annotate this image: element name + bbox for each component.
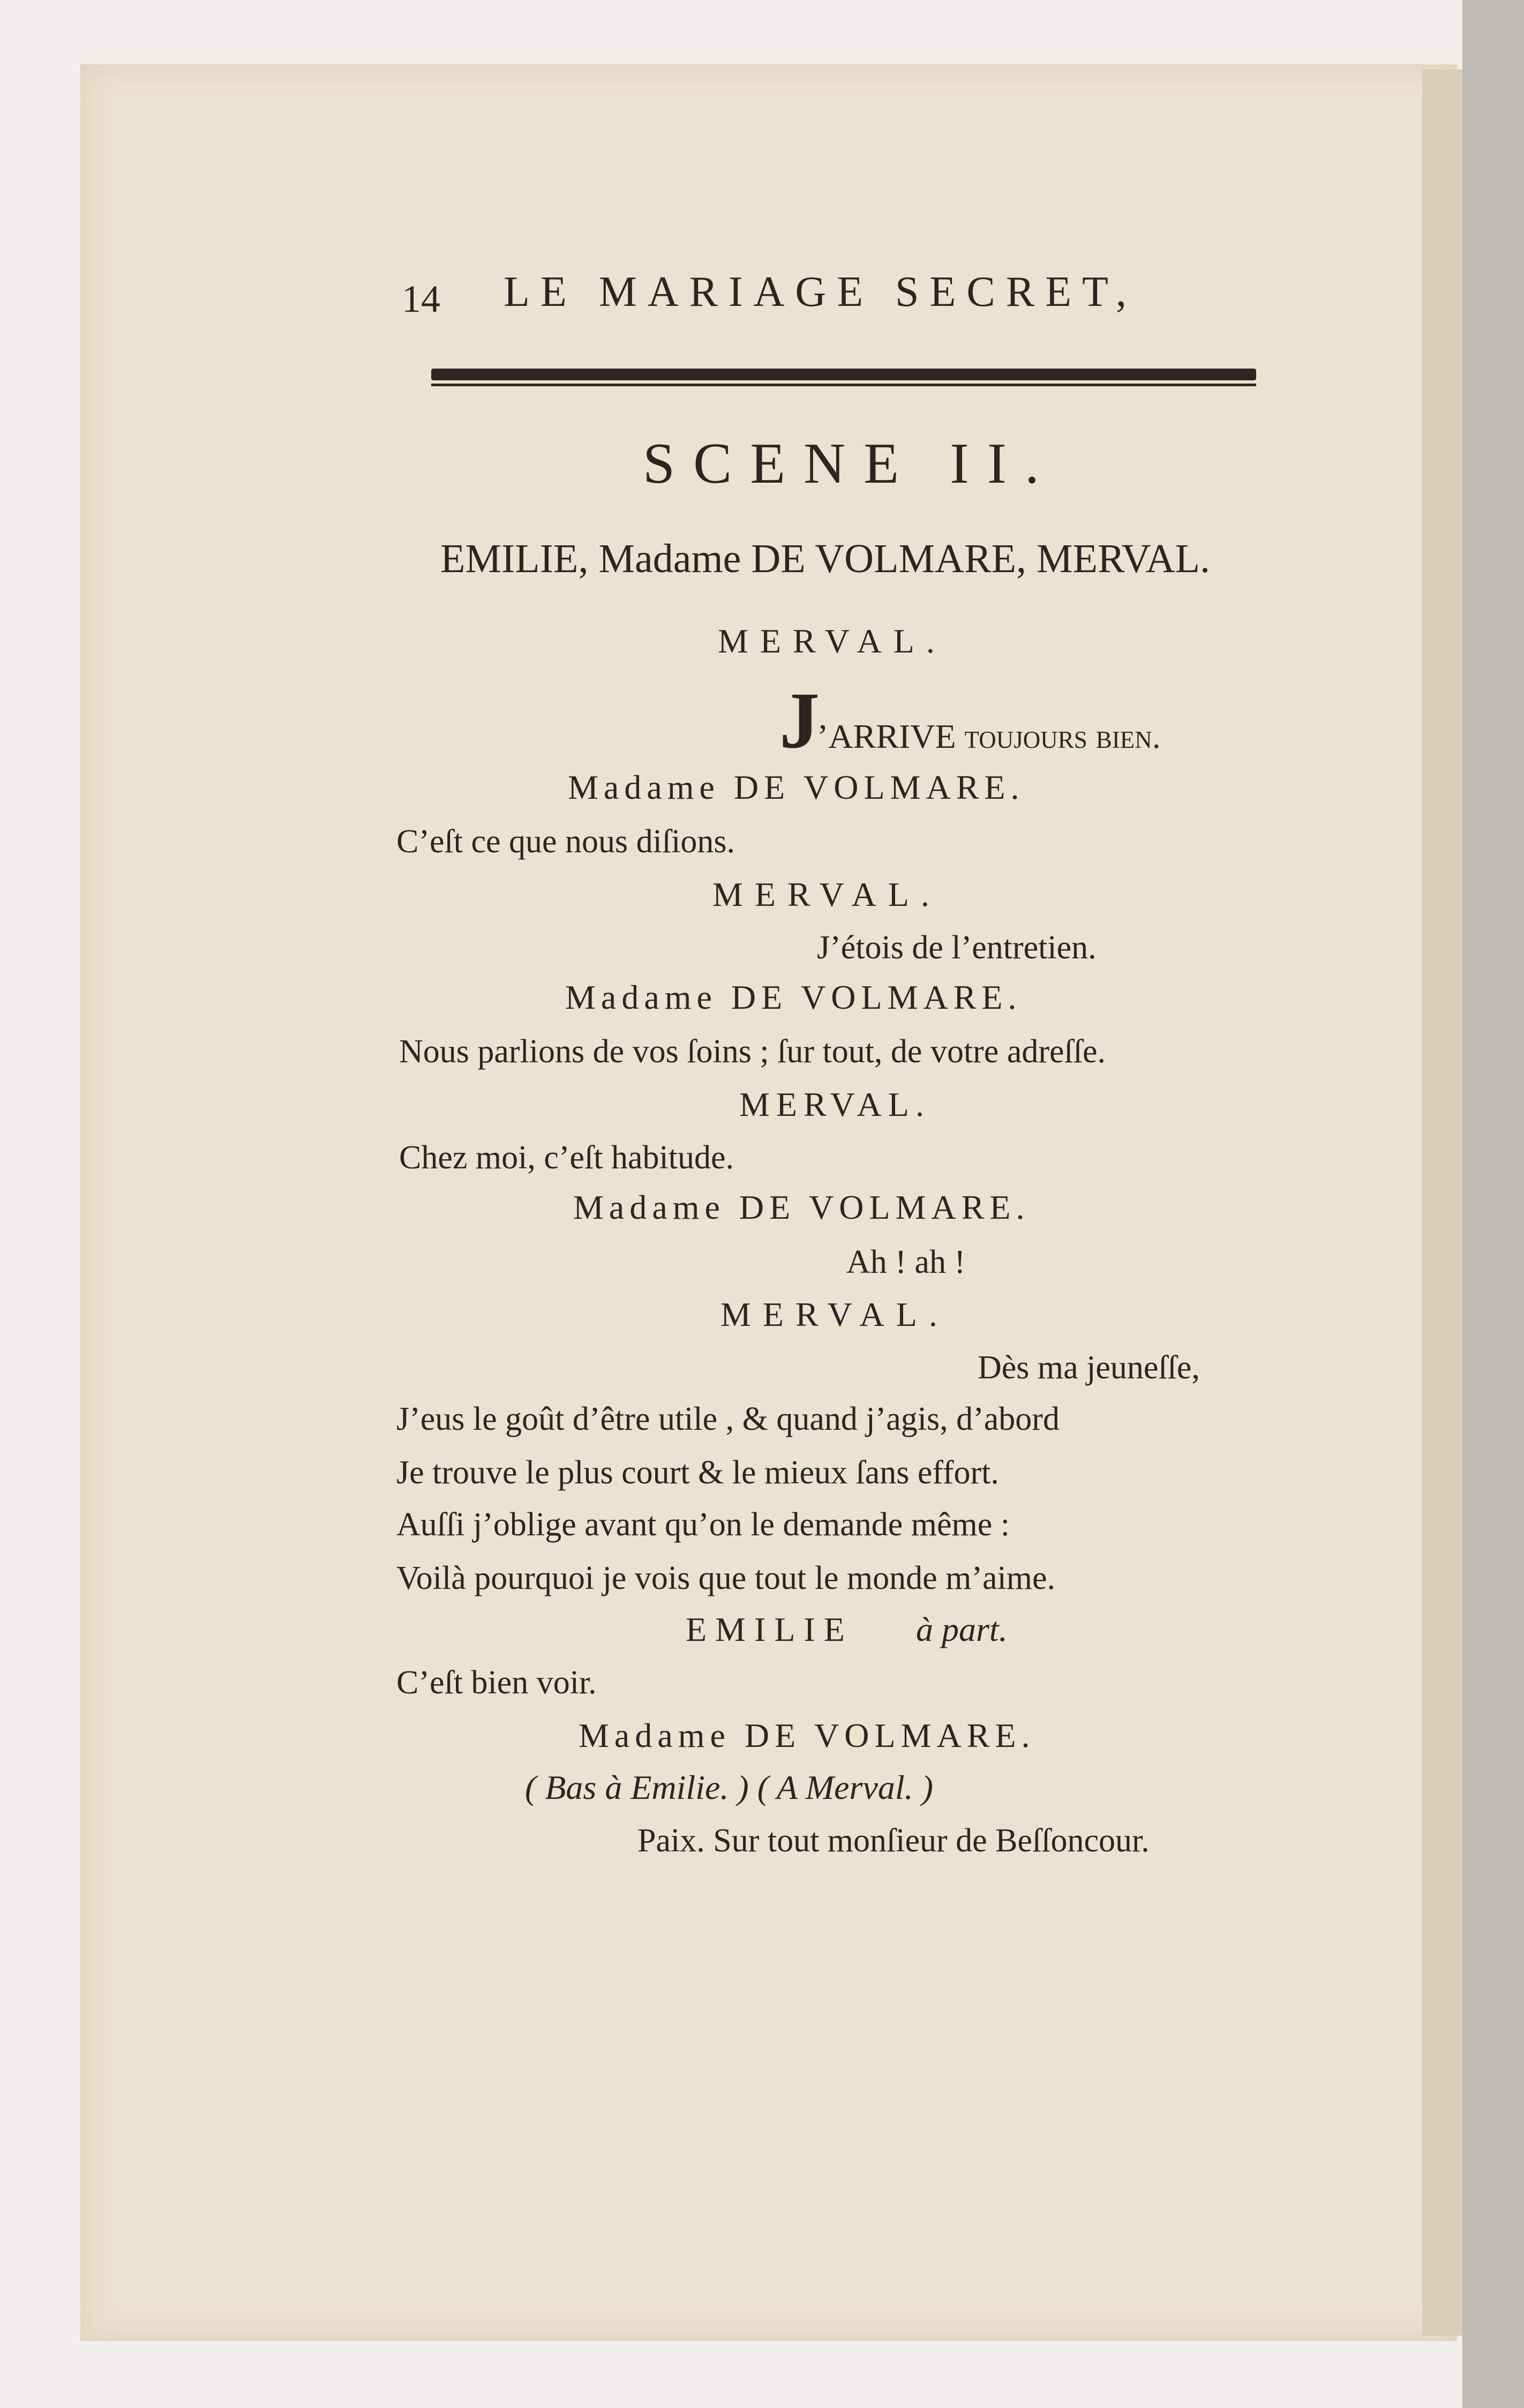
dialogue-line: Je trouve le plus court & le mieux ſans effort. (396, 1454, 999, 1491)
dialogue-line: C’eſt ce que nous diſions. (396, 823, 735, 860)
stage-direction: ( Bas à Emilie. ) ( A Merval. ) (525, 1768, 933, 1806)
header-rule-thin (431, 384, 1256, 386)
speaker-merval: MERVAL. (712, 875, 941, 913)
speaker-emilie: EMILIE (686, 1610, 853, 1648)
header-rule-thick (431, 369, 1256, 380)
running-title: LE MARIAGE SECRET, (504, 268, 1137, 316)
dialogue-line: J’étois de l’entretien. (817, 929, 1097, 966)
page-number: 14 (402, 277, 440, 320)
speaker-merval: MERVAL. (720, 1295, 949, 1333)
dialogue-line: J’eus le goût d’être utile , & quand j’agis, d’abord (396, 1401, 1060, 1437)
dialogue-line: Dès ma jeuneſſe, (978, 1349, 1200, 1386)
speaker-volmare: Madame DE VOLMARE. (565, 978, 1022, 1016)
dialogue-line: C’eſt bien voir. (396, 1664, 597, 1701)
scene-title: SCENE II. (643, 432, 1057, 496)
stage-direction: à part. (916, 1610, 1008, 1648)
speaker-merval: MERVAL. (739, 1085, 930, 1123)
dialogue-line: ’ARRIVE toujours bien. (817, 717, 1161, 755)
dialogue-line: Chez moi, c’eſt habitude. (399, 1139, 734, 1176)
dialogue-line: Paix. Sur tout monſieur de Beſſoncour. (637, 1822, 1150, 1859)
dialogue-line: Voilà pourquoi je vois que tout le monde m’aime. (396, 1560, 1056, 1596)
dialogue-line: Auſſi j’oblige avant qu’on le demande même : (396, 1506, 1010, 1543)
scene-cast: EMILIE, Madame DE VOLMARE, MERVAL. (440, 536, 1211, 581)
drop-initial: J (779, 676, 820, 765)
adjacent-page-edge (1462, 0, 1524, 2408)
speaker-merval: MERVAL. (718, 622, 947, 660)
speaker-volmare: Madame DE VOLMARE. (573, 1188, 1030, 1226)
speaker-volmare: Madame DE VOLMARE. (579, 1716, 1035, 1754)
dialogue-line: Nous parlions de vos ſoins ; ſur tout, de votre adreſſe. (399, 1033, 1106, 1070)
dialogue-line: Ah ! ah ! (846, 1244, 966, 1280)
page-gutter-shadow (1422, 70, 1462, 2336)
speaker-volmare: Madame DE VOLMARE. (568, 768, 1025, 806)
